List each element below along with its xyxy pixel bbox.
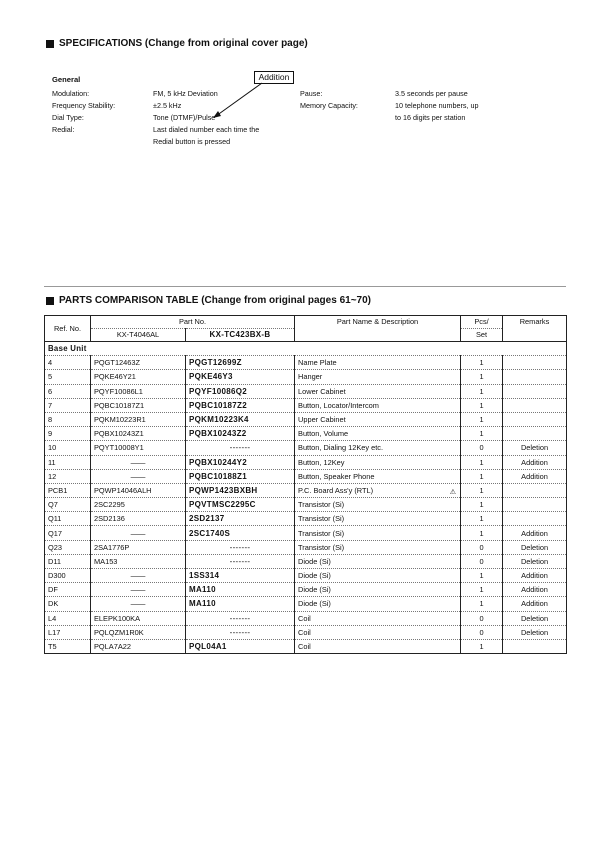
table-row bbox=[45, 398, 567, 412]
square-bullet-icon bbox=[46, 297, 54, 305]
header-remarks: Remarks bbox=[503, 316, 567, 342]
cell-part-name-text: Coil bbox=[298, 627, 311, 637]
cell-part-name-text: Coil bbox=[298, 642, 311, 652]
cell-ref bbox=[45, 469, 91, 483]
cell-old-part bbox=[91, 455, 186, 469]
addition-callout: Addition bbox=[254, 71, 294, 84]
cell-new-part-text: ------- bbox=[229, 443, 251, 453]
spec-label-frequency: Frequency Stability: bbox=[52, 101, 116, 110]
spec-value-redial-cont: Redial button is pressed bbox=[153, 137, 231, 146]
cell-old-part-text: —— bbox=[130, 528, 146, 538]
cell-old-part bbox=[91, 384, 186, 398]
cell-pcs bbox=[461, 540, 503, 554]
cell-new-part-text: PQYF10086Q2 bbox=[189, 386, 247, 396]
cell-pcs-text: 1 bbox=[479, 514, 484, 524]
cell-part-name bbox=[295, 455, 461, 469]
cell-old-part bbox=[91, 412, 186, 426]
cell-new-part bbox=[186, 356, 295, 370]
cell-old-part bbox=[91, 526, 186, 540]
cell-old-part-text: —— bbox=[130, 471, 146, 481]
spec-label-modulation: Modulation: bbox=[52, 89, 90, 98]
cell-part-name bbox=[295, 512, 461, 526]
header-ref-no: Ref. No. bbox=[45, 316, 91, 342]
cell-part-name-text: Diode (Si) bbox=[298, 556, 331, 566]
cell-old-part bbox=[91, 639, 186, 653]
cell-pcs-text: 0 bbox=[479, 613, 484, 623]
cell-old-part bbox=[91, 441, 186, 455]
cell-new-part bbox=[186, 398, 295, 412]
table-row bbox=[45, 540, 567, 554]
cell-old-part bbox=[91, 540, 186, 554]
table-row bbox=[45, 611, 567, 625]
cell-old-part-text: —— bbox=[130, 457, 146, 467]
cell-part-name-text: Diode (Si) bbox=[298, 599, 331, 609]
cell-ref bbox=[45, 398, 91, 412]
cell-new-part-text: ------- bbox=[229, 627, 251, 637]
cell-new-part-text: MA110 bbox=[189, 585, 216, 595]
spec-value-memory: 10 telephone numbers, up bbox=[395, 101, 479, 110]
header-pcs: Pcs/ bbox=[461, 316, 503, 329]
cell-new-part bbox=[186, 597, 295, 611]
cell-old-part bbox=[91, 469, 186, 483]
cell-new-part bbox=[186, 611, 295, 625]
cell-ref-text: DK bbox=[48, 599, 59, 609]
spec-value-memory-cont: to 16 digits per station bbox=[395, 113, 466, 122]
cell-pcs bbox=[461, 427, 503, 441]
cell-ref bbox=[45, 639, 91, 653]
cell-part-name bbox=[295, 356, 461, 370]
cell-new-part-text: PQKM10223K4 bbox=[189, 415, 249, 425]
cell-new-part bbox=[186, 583, 295, 597]
cell-ref-text: D300 bbox=[48, 571, 66, 581]
table-row bbox=[45, 441, 567, 455]
cell-ref bbox=[45, 625, 91, 639]
cell-remarks bbox=[503, 356, 567, 370]
table-row bbox=[45, 469, 567, 483]
cell-old-part-text: PQBX10243Z1 bbox=[94, 429, 144, 439]
spec-label-dial-type: Dial Type: bbox=[52, 113, 84, 122]
cell-remarks bbox=[503, 625, 567, 639]
cell-ref bbox=[45, 441, 91, 455]
cell-ref-text: Q23 bbox=[48, 542, 62, 552]
cell-new-part-text: MA110 bbox=[189, 599, 216, 609]
cell-part-name bbox=[295, 625, 461, 639]
header-set: Set bbox=[461, 329, 503, 342]
cell-old-part bbox=[91, 356, 186, 370]
section-base-unit: Base Unit bbox=[45, 342, 567, 356]
table-row bbox=[45, 370, 567, 384]
cell-remarks bbox=[503, 455, 567, 469]
cell-old-part bbox=[91, 427, 186, 441]
cell-new-part-text: PQBC10187Z2 bbox=[189, 400, 247, 410]
cell-remarks-text: Addition bbox=[521, 471, 548, 481]
cell-ref-text: Q7 bbox=[48, 500, 58, 510]
cell-part-name bbox=[295, 427, 461, 441]
section-divider bbox=[44, 286, 566, 287]
cell-new-part-text: ------- bbox=[229, 613, 251, 623]
header-part-name: Part Name & Description bbox=[295, 316, 461, 342]
cell-pcs bbox=[461, 455, 503, 469]
cell-ref-text: 9 bbox=[48, 429, 53, 439]
cell-remarks bbox=[503, 498, 567, 512]
cell-part-name-text: P.C. Board Ass'y (RTL) bbox=[298, 485, 374, 495]
table-row bbox=[45, 483, 567, 497]
cell-new-part-text: PQBC10188Z1 bbox=[189, 471, 247, 481]
table-row bbox=[45, 597, 567, 611]
spec-value-pause: 3.5 seconds per pause bbox=[395, 89, 468, 98]
cell-new-part-text: PQL04A1 bbox=[189, 642, 227, 652]
table-row bbox=[45, 384, 567, 398]
specifications-title-text: SPECIFICATIONS (Change from original cover page) bbox=[59, 38, 308, 49]
cell-remarks-text: Addition bbox=[521, 599, 548, 609]
cell-ref-text: L17 bbox=[48, 627, 61, 637]
cell-old-part bbox=[91, 370, 186, 384]
cell-new-part-text: PQKE46Y3 bbox=[189, 372, 233, 382]
cell-ref bbox=[45, 512, 91, 526]
cell-remarks bbox=[503, 597, 567, 611]
cell-pcs-text: 0 bbox=[479, 443, 484, 453]
cell-pcs-text: 1 bbox=[479, 457, 484, 467]
cell-remarks bbox=[503, 512, 567, 526]
cell-old-part-text: PQYF10086L1 bbox=[94, 386, 143, 396]
cell-ref bbox=[45, 370, 91, 384]
cell-part-name-text: Transistor (Si) bbox=[298, 542, 345, 552]
cell-ref-text: T5 bbox=[48, 642, 57, 652]
cell-remarks bbox=[503, 483, 567, 497]
cell-old-part-text: PQKM10223R1 bbox=[94, 415, 146, 425]
cell-old-part bbox=[91, 554, 186, 568]
cell-old-part bbox=[91, 398, 186, 412]
cell-new-part bbox=[186, 639, 295, 653]
cell-pcs-text: 1 bbox=[479, 386, 484, 396]
cell-pcs-text: 1 bbox=[479, 358, 484, 368]
cell-new-part bbox=[186, 569, 295, 583]
cell-old-part-text: PQBC10187Z1 bbox=[94, 400, 145, 410]
cell-ref-text: 6 bbox=[48, 386, 53, 396]
cell-remarks-text: Deletion bbox=[520, 542, 549, 552]
cell-old-part bbox=[91, 625, 186, 639]
cell-new-part bbox=[186, 526, 295, 540]
cell-old-part-text: PQYT10008Y1 bbox=[94, 443, 144, 453]
cell-new-part bbox=[186, 412, 295, 426]
cell-pcs-text: 1 bbox=[479, 585, 484, 595]
cell-ref bbox=[45, 356, 91, 370]
cell-new-part-text: 2SC1740S bbox=[189, 528, 231, 538]
spec-value-redial: Last dialed number each time the bbox=[153, 125, 260, 134]
cell-remarks-text: Deletion bbox=[520, 443, 549, 453]
cell-old-part-text: PQKE46Y21 bbox=[94, 372, 136, 382]
cell-old-part bbox=[91, 498, 186, 512]
cell-new-part-text: ------- bbox=[229, 556, 251, 566]
cell-part-name-text: Coil bbox=[298, 613, 311, 623]
cell-part-name-text: Diode (Si) bbox=[298, 585, 331, 595]
table-row bbox=[45, 569, 567, 583]
table-row bbox=[45, 639, 567, 653]
parts-table-title bbox=[46, 295, 371, 306]
cell-pcs bbox=[461, 483, 503, 497]
cell-ref bbox=[45, 455, 91, 469]
table-row bbox=[45, 583, 567, 597]
table-row bbox=[45, 498, 567, 512]
cell-remarks bbox=[503, 441, 567, 455]
cell-part-name bbox=[295, 639, 461, 653]
cell-pcs bbox=[461, 526, 503, 540]
cell-part-name-text: Name Plate bbox=[298, 358, 337, 368]
cell-pcs-text: 1 bbox=[479, 429, 484, 439]
cell-part-name bbox=[295, 569, 461, 583]
cell-old-part-text: PQLQZM1R0K bbox=[94, 627, 144, 637]
cell-part-name-text: Button, Locator/Intercom bbox=[298, 400, 379, 410]
cell-pcs bbox=[461, 469, 503, 483]
cell-ref-text: PCB1 bbox=[48, 485, 68, 495]
cell-new-part bbox=[186, 441, 295, 455]
table-row bbox=[45, 526, 567, 540]
cell-part-name bbox=[295, 597, 461, 611]
cell-ref-text: 7 bbox=[48, 400, 53, 410]
cell-pcs bbox=[461, 597, 503, 611]
general-label: General bbox=[52, 75, 81, 84]
spec-value-modulation: FM, 5 kHz Deviation bbox=[153, 89, 218, 98]
cell-old-part-text: 2SA1776P bbox=[94, 542, 130, 552]
cell-pcs-text: 1 bbox=[479, 415, 484, 425]
cell-remarks bbox=[503, 412, 567, 426]
cell-pcs-text: 1 bbox=[479, 642, 484, 652]
cell-pcs bbox=[461, 611, 503, 625]
cell-old-part bbox=[91, 569, 186, 583]
cell-part-name bbox=[295, 370, 461, 384]
cell-remarks-text: Addition bbox=[521, 571, 548, 581]
cell-pcs bbox=[461, 554, 503, 568]
cell-remarks bbox=[503, 639, 567, 653]
spec-value-dial-type: Tone (DTMF)/Pulse bbox=[153, 113, 216, 122]
cell-ref-text: Q11 bbox=[48, 514, 62, 524]
cell-pcs-text: 0 bbox=[479, 627, 484, 637]
cell-remarks bbox=[503, 427, 567, 441]
cell-ref bbox=[45, 583, 91, 597]
cell-part-name-text: Hanger bbox=[298, 372, 323, 382]
table-row bbox=[45, 512, 567, 526]
cell-new-part bbox=[186, 540, 295, 554]
table-row bbox=[45, 625, 567, 639]
cell-ref bbox=[45, 597, 91, 611]
cell-pcs bbox=[461, 512, 503, 526]
cell-remarks bbox=[503, 370, 567, 384]
cell-new-part-text: PQWP1423BXBH bbox=[189, 485, 258, 495]
cell-pcs-text: 1 bbox=[479, 528, 484, 538]
cell-pcs-text: 1 bbox=[479, 599, 484, 609]
cell-remarks bbox=[503, 540, 567, 554]
cell-part-name-text: Transistor (Si) bbox=[298, 500, 345, 510]
spec-label-pause: Pause: bbox=[300, 89, 323, 98]
cell-ref-text: Q17 bbox=[48, 528, 62, 538]
cell-new-part-text: 1SS314 bbox=[189, 571, 220, 581]
cell-remarks bbox=[503, 569, 567, 583]
cell-pcs bbox=[461, 356, 503, 370]
cell-old-part bbox=[91, 597, 186, 611]
cell-part-name-text: Upper Cabinet bbox=[298, 415, 346, 425]
cell-pcs-text: 1 bbox=[479, 400, 484, 410]
cell-remarks bbox=[503, 469, 567, 483]
cell-ref-text: DF bbox=[48, 585, 58, 595]
header-part-no: Part No. bbox=[91, 316, 295, 329]
cell-new-part bbox=[186, 469, 295, 483]
cell-part-name-text: Diode (Si) bbox=[298, 571, 331, 581]
cell-ref bbox=[45, 427, 91, 441]
cell-ref-text: 5 bbox=[48, 372, 53, 382]
cell-pcs bbox=[461, 412, 503, 426]
cell-remarks-text: Addition bbox=[521, 457, 548, 467]
cell-pcs bbox=[461, 583, 503, 597]
cell-ref bbox=[45, 498, 91, 512]
cell-part-name bbox=[295, 412, 461, 426]
parts-comparison-table bbox=[44, 315, 567, 654]
header-new-model: KX-TC423BX-B bbox=[186, 329, 295, 342]
cell-pcs-text: 0 bbox=[479, 542, 484, 552]
cell-part-name bbox=[295, 483, 461, 497]
cell-part-name-text: Button, 12Key bbox=[298, 457, 345, 467]
spec-label-redial: Redial: bbox=[52, 125, 75, 134]
spec-value-frequency: ±2.5 kHz bbox=[153, 101, 182, 110]
cell-new-part bbox=[186, 370, 295, 384]
cell-new-part bbox=[186, 483, 295, 497]
cell-part-name bbox=[295, 611, 461, 625]
header-old-model: KX-T4046AL bbox=[91, 329, 186, 342]
cell-ref-text: D11 bbox=[48, 556, 62, 566]
cell-new-part-text: PQBX10243Z2 bbox=[189, 429, 247, 439]
parts-table-title-text: PARTS COMPARISON TABLE (Change from original pages 61~70) bbox=[59, 295, 371, 306]
cell-part-name-text: Transistor (Si) bbox=[298, 528, 345, 538]
cell-part-name bbox=[295, 526, 461, 540]
cell-pcs bbox=[461, 639, 503, 653]
cell-old-part-text: —— bbox=[130, 585, 146, 595]
cell-remarks bbox=[503, 384, 567, 398]
cell-remarks-text: Addition bbox=[521, 528, 548, 538]
cell-pcs bbox=[461, 498, 503, 512]
cell-old-part-text: MA153 bbox=[94, 556, 118, 566]
cell-pcs-text: 1 bbox=[479, 471, 484, 481]
cell-pcs bbox=[461, 441, 503, 455]
cell-new-part-text: PQVTMSC2295C bbox=[189, 500, 256, 510]
cell-old-part-text: —— bbox=[130, 599, 146, 609]
cell-new-part bbox=[186, 512, 295, 526]
cell-new-part bbox=[186, 384, 295, 398]
cell-pcs-text: 0 bbox=[479, 556, 484, 566]
cell-remarks bbox=[503, 554, 567, 568]
cell-old-part-text: ELEPK100KA bbox=[94, 613, 141, 623]
cell-ref-text: L4 bbox=[48, 613, 57, 623]
cell-remarks-text: Addition bbox=[521, 585, 548, 595]
cell-old-part-text: PQGT12463Z bbox=[94, 358, 141, 368]
table-row bbox=[45, 554, 567, 568]
cell-part-name-text: Transistor (Si) bbox=[298, 514, 345, 524]
cell-ref-text: 10 bbox=[48, 443, 57, 453]
cell-ref bbox=[45, 554, 91, 568]
cell-old-part-text: —— bbox=[130, 571, 146, 581]
cell-pcs-text: 1 bbox=[479, 485, 484, 495]
cell-ref-text: 11 bbox=[48, 457, 56, 467]
cell-remarks-text: Deletion bbox=[520, 613, 549, 623]
cell-old-part bbox=[91, 483, 186, 497]
cell-part-name-text: Lower Cabinet bbox=[298, 386, 346, 396]
cell-remarks bbox=[503, 526, 567, 540]
cell-remarks bbox=[503, 398, 567, 412]
cell-remarks-text: Deletion bbox=[520, 556, 549, 566]
table-row bbox=[45, 356, 567, 370]
cell-new-part-text: PQGT12699Z bbox=[189, 358, 242, 368]
cell-new-part bbox=[186, 427, 295, 441]
cell-new-part-text: ------- bbox=[229, 542, 251, 552]
cell-part-name bbox=[295, 441, 461, 455]
cell-old-part-text: 2SC2295 bbox=[94, 500, 125, 510]
cell-ref bbox=[45, 384, 91, 398]
cell-part-name bbox=[295, 583, 461, 597]
cell-new-part bbox=[186, 498, 295, 512]
cell-pcs-text: 1 bbox=[479, 571, 484, 581]
cell-new-part bbox=[186, 625, 295, 639]
cell-part-name-text: Button, Speaker Phone bbox=[298, 471, 375, 481]
cell-pcs bbox=[461, 625, 503, 639]
cell-ref-text: 4 bbox=[48, 358, 53, 368]
cell-new-part-text: 2SD2137 bbox=[189, 514, 225, 524]
cell-remarks bbox=[503, 611, 567, 625]
cell-old-part bbox=[91, 583, 186, 597]
cell-ref bbox=[45, 611, 91, 625]
cell-remarks-text: Deletion bbox=[520, 627, 549, 637]
cell-old-part-text: PQLA7A22 bbox=[94, 642, 131, 652]
cell-new-part-text: PQBX10244Y2 bbox=[189, 457, 248, 467]
cell-old-part-text: PQWP14046ALH bbox=[94, 485, 152, 495]
cell-ref-text: 8 bbox=[48, 415, 53, 425]
cell-old-part bbox=[91, 611, 186, 625]
cell-ref bbox=[45, 569, 91, 583]
table-row bbox=[45, 412, 567, 426]
spec-label-memory: Memory Capacity: bbox=[300, 101, 358, 110]
cell-pcs bbox=[461, 370, 503, 384]
cell-part-name bbox=[295, 469, 461, 483]
cell-pcs bbox=[461, 569, 503, 583]
cell-pcs bbox=[461, 398, 503, 412]
table-header-row bbox=[45, 316, 567, 329]
cell-ref-text: 12 bbox=[48, 471, 57, 481]
cell-ref bbox=[45, 526, 91, 540]
cell-part-name bbox=[295, 398, 461, 412]
cell-old-part bbox=[91, 512, 186, 526]
parts-rows bbox=[45, 356, 567, 654]
cell-new-part bbox=[186, 554, 295, 568]
cell-part-name-text: Button, Dialing 12Key etc. bbox=[298, 443, 384, 453]
cell-pcs bbox=[461, 384, 503, 398]
cell-remarks bbox=[503, 583, 567, 597]
cell-ref bbox=[45, 540, 91, 554]
cell-part-name bbox=[295, 554, 461, 568]
cell-part-name bbox=[295, 384, 461, 398]
section-row bbox=[45, 342, 567, 356]
safety-warning-icon: ⚠ bbox=[449, 488, 457, 496]
cell-part-name-text: Button, Volume bbox=[298, 429, 349, 439]
table-row bbox=[45, 455, 567, 469]
cell-pcs-text: 1 bbox=[479, 500, 484, 510]
cell-old-part-text: 2SD2136 bbox=[94, 514, 125, 524]
cell-part-name bbox=[295, 498, 461, 512]
cell-ref bbox=[45, 412, 91, 426]
table-row bbox=[45, 427, 567, 441]
cell-new-part bbox=[186, 455, 295, 469]
cell-pcs-text: 1 bbox=[479, 372, 484, 382]
cell-ref bbox=[45, 483, 91, 497]
cell-part-name bbox=[295, 540, 461, 554]
